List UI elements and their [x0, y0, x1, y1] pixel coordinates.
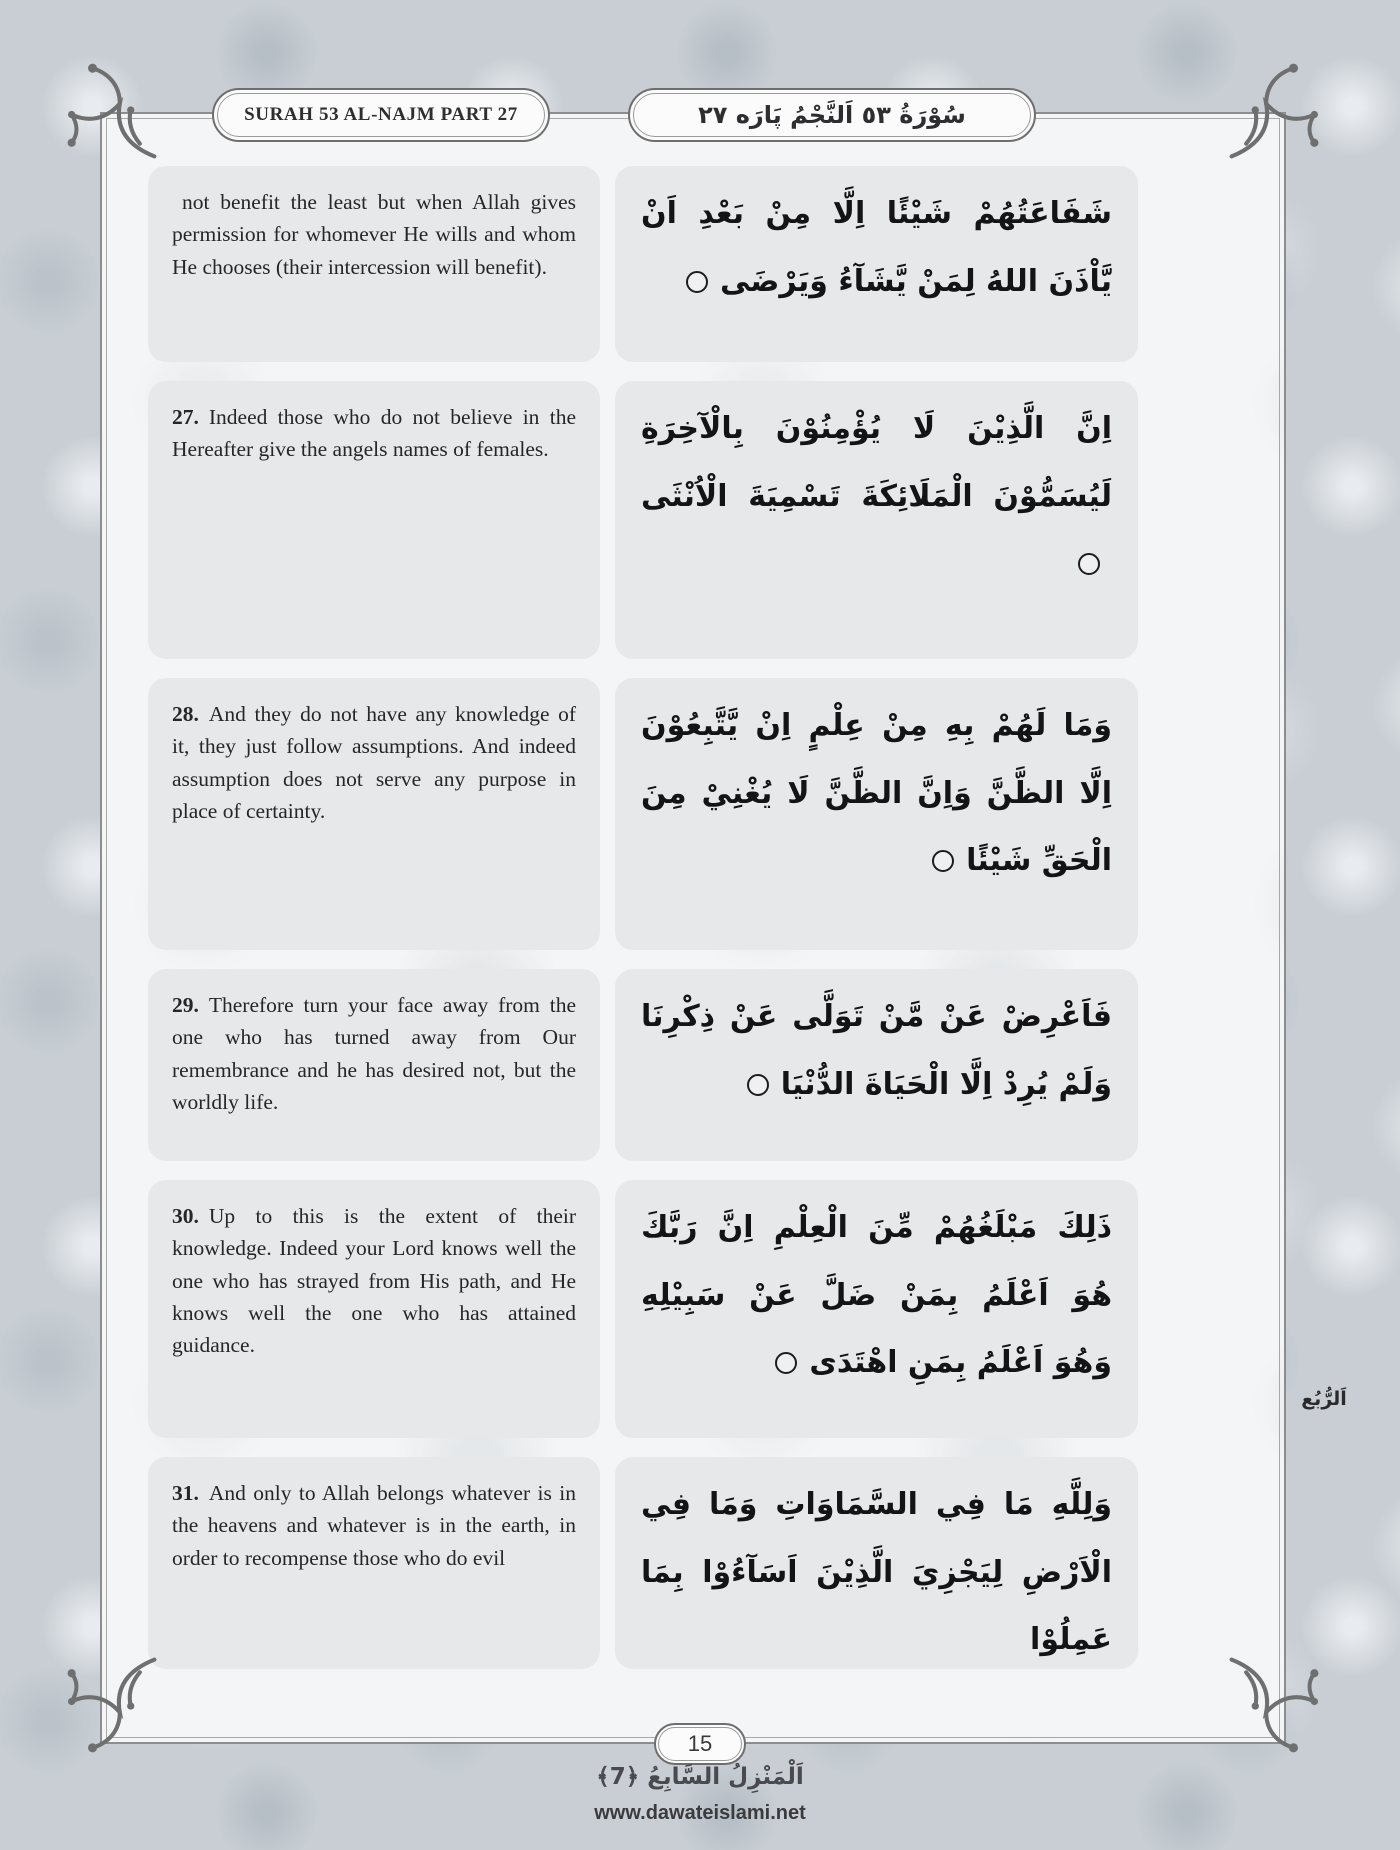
corner-flourish-icon: [58, 1656, 158, 1756]
translation-text: Indeed those who do not believe in the Hereafter give the angels names of females.: [172, 405, 576, 462]
translation-text: And only to Allah belongs whatever is in the heavens and whatever is in the earth, in order to recompense those who do evil: [172, 1481, 576, 1570]
ayah-end-icon: [932, 850, 954, 872]
ayah-end-icon: [686, 271, 708, 293]
arabic-text: وَلِلَّهِ مَا فِي السَّمَاوَاتِ وَمَا فِي الْاَرْضِ لِيَجْزِيَ الَّذِيْنَ اَسَآءُوْا بِمَا عَمِلُوْا: [641, 1487, 1112, 1657]
verse-row-27: [148, 381, 1138, 659]
website-link[interactable]: www.dawateislami.net: [594, 1802, 806, 1824]
ayah-end-icon: [747, 1074, 769, 1096]
margin-ruku-marker: اَلرُّبُع: [1301, 1388, 1347, 1410]
arabic-block: [615, 381, 1138, 659]
surah-title-arabic: سُوْرَةُ ٥٣ اَلنَّجْمُ پَارَه ٢٧: [628, 88, 1036, 142]
corner-flourish-icon: [1228, 1656, 1328, 1756]
translation-text: And they do not have any knowledge of it, they just follow assumptions. And indeed assumption does not serve any purpose in place of certainty.: [172, 702, 576, 823]
arabic-block: [615, 1180, 1138, 1438]
verse-number: 31.: [172, 1481, 199, 1505]
translation-block: [148, 1180, 600, 1438]
arabic-text: ذَلِكَ مَبْلَغُهُمْ مِّنَ الْعِلْمِ اِنَّ رَبَّكَ هُوَ اَعْلَمُ بِمَنْ ضَلَّ عَنْ سَبِيْلِهِ وَهُوَ اَعْلَمُ بِمَنِ اهْتَدَى: [641, 1210, 1112, 1380]
verse-number: 27.: [172, 405, 199, 429]
arabic-block: [615, 166, 1138, 362]
arabic-text: شَفَاعَتُهُمْ شَيْئًا اِلَّا مِنْ بَعْدِ اَنْ يَّاْذَنَ اللهُ لِمَنْ يَّشَآءُ وَيَرْضَى: [641, 196, 1112, 299]
arabic-block: [615, 1457, 1138, 1669]
verse-row-31: [148, 1457, 1138, 1669]
verse-row-26-continuation: [148, 166, 1138, 362]
translation-block: [148, 969, 600, 1161]
arabic-block: [615, 678, 1138, 950]
translation-text: not benefit the least but when Allah gives permission for whomever He wills and whom He chooses (their intercession will benefit).: [172, 190, 576, 279]
surah-title-english: SURAH 53 AL-NAJM PART 27: [212, 88, 550, 142]
manzil-label: اَلْمَنْزِلُ السَّابِعُ ﴿7﴾: [596, 1764, 804, 1790]
ayah-end-icon: [775, 1352, 797, 1374]
arabic-block: [615, 969, 1138, 1161]
arabic-text: فَاَعْرِضْ عَنْ مَّنْ تَوَلَّى عَنْ ذِكْرِنَا وَلَمْ يُرِدْ اِلَّا الْحَيَاةَ الدُّنْيَا: [641, 999, 1112, 1102]
verse-rows: [148, 166, 1138, 1669]
translation-block: [148, 381, 600, 659]
verse-row-29: [148, 969, 1138, 1161]
verse-number: 28.: [172, 702, 199, 726]
corner-flourish-icon: [58, 60, 158, 160]
verse-number: 30.: [172, 1204, 199, 1228]
verse-number: 29.: [172, 993, 199, 1017]
verse-row-30: [148, 1180, 1138, 1438]
corner-flourish-icon: [1228, 60, 1328, 160]
verse-row-28: [148, 678, 1138, 950]
translation-text: Up to this is the extent of their knowledge. Indeed your Lord knows well the one who has strayed from His path, and He knows well the one who has attained guidance.: [172, 1204, 576, 1357]
translation-block: [148, 1457, 600, 1669]
translation-text: Therefore turn your face away from the one who has turned away from Our remembrance and he has desired not, but the worldly life.: [172, 993, 576, 1114]
ayah-end-icon: [1078, 553, 1100, 575]
page-number: 15: [654, 1723, 746, 1765]
translation-block: [148, 166, 600, 362]
arabic-text: وَمَا لَهُمْ بِهِ مِنْ عِلْمٍ اِنْ يَّتَّبِعُوْنَ اِلَّا الظَّنَّ وَاِنَّ الظَّنَّ لَا يُغْنِيْ مِنَ الْحَقِّ شَيْئًا: [641, 708, 1112, 878]
translation-block: [148, 678, 600, 950]
arabic-text: اِنَّ الَّذِيْنَ لَا يُؤْمِنُوْنَ بِالْآخِرَةِ لَيُسَمُّوْنَ الْمَلَائِكَةَ تَسْمِيَةَ الْاُنْثَى: [641, 411, 1112, 514]
